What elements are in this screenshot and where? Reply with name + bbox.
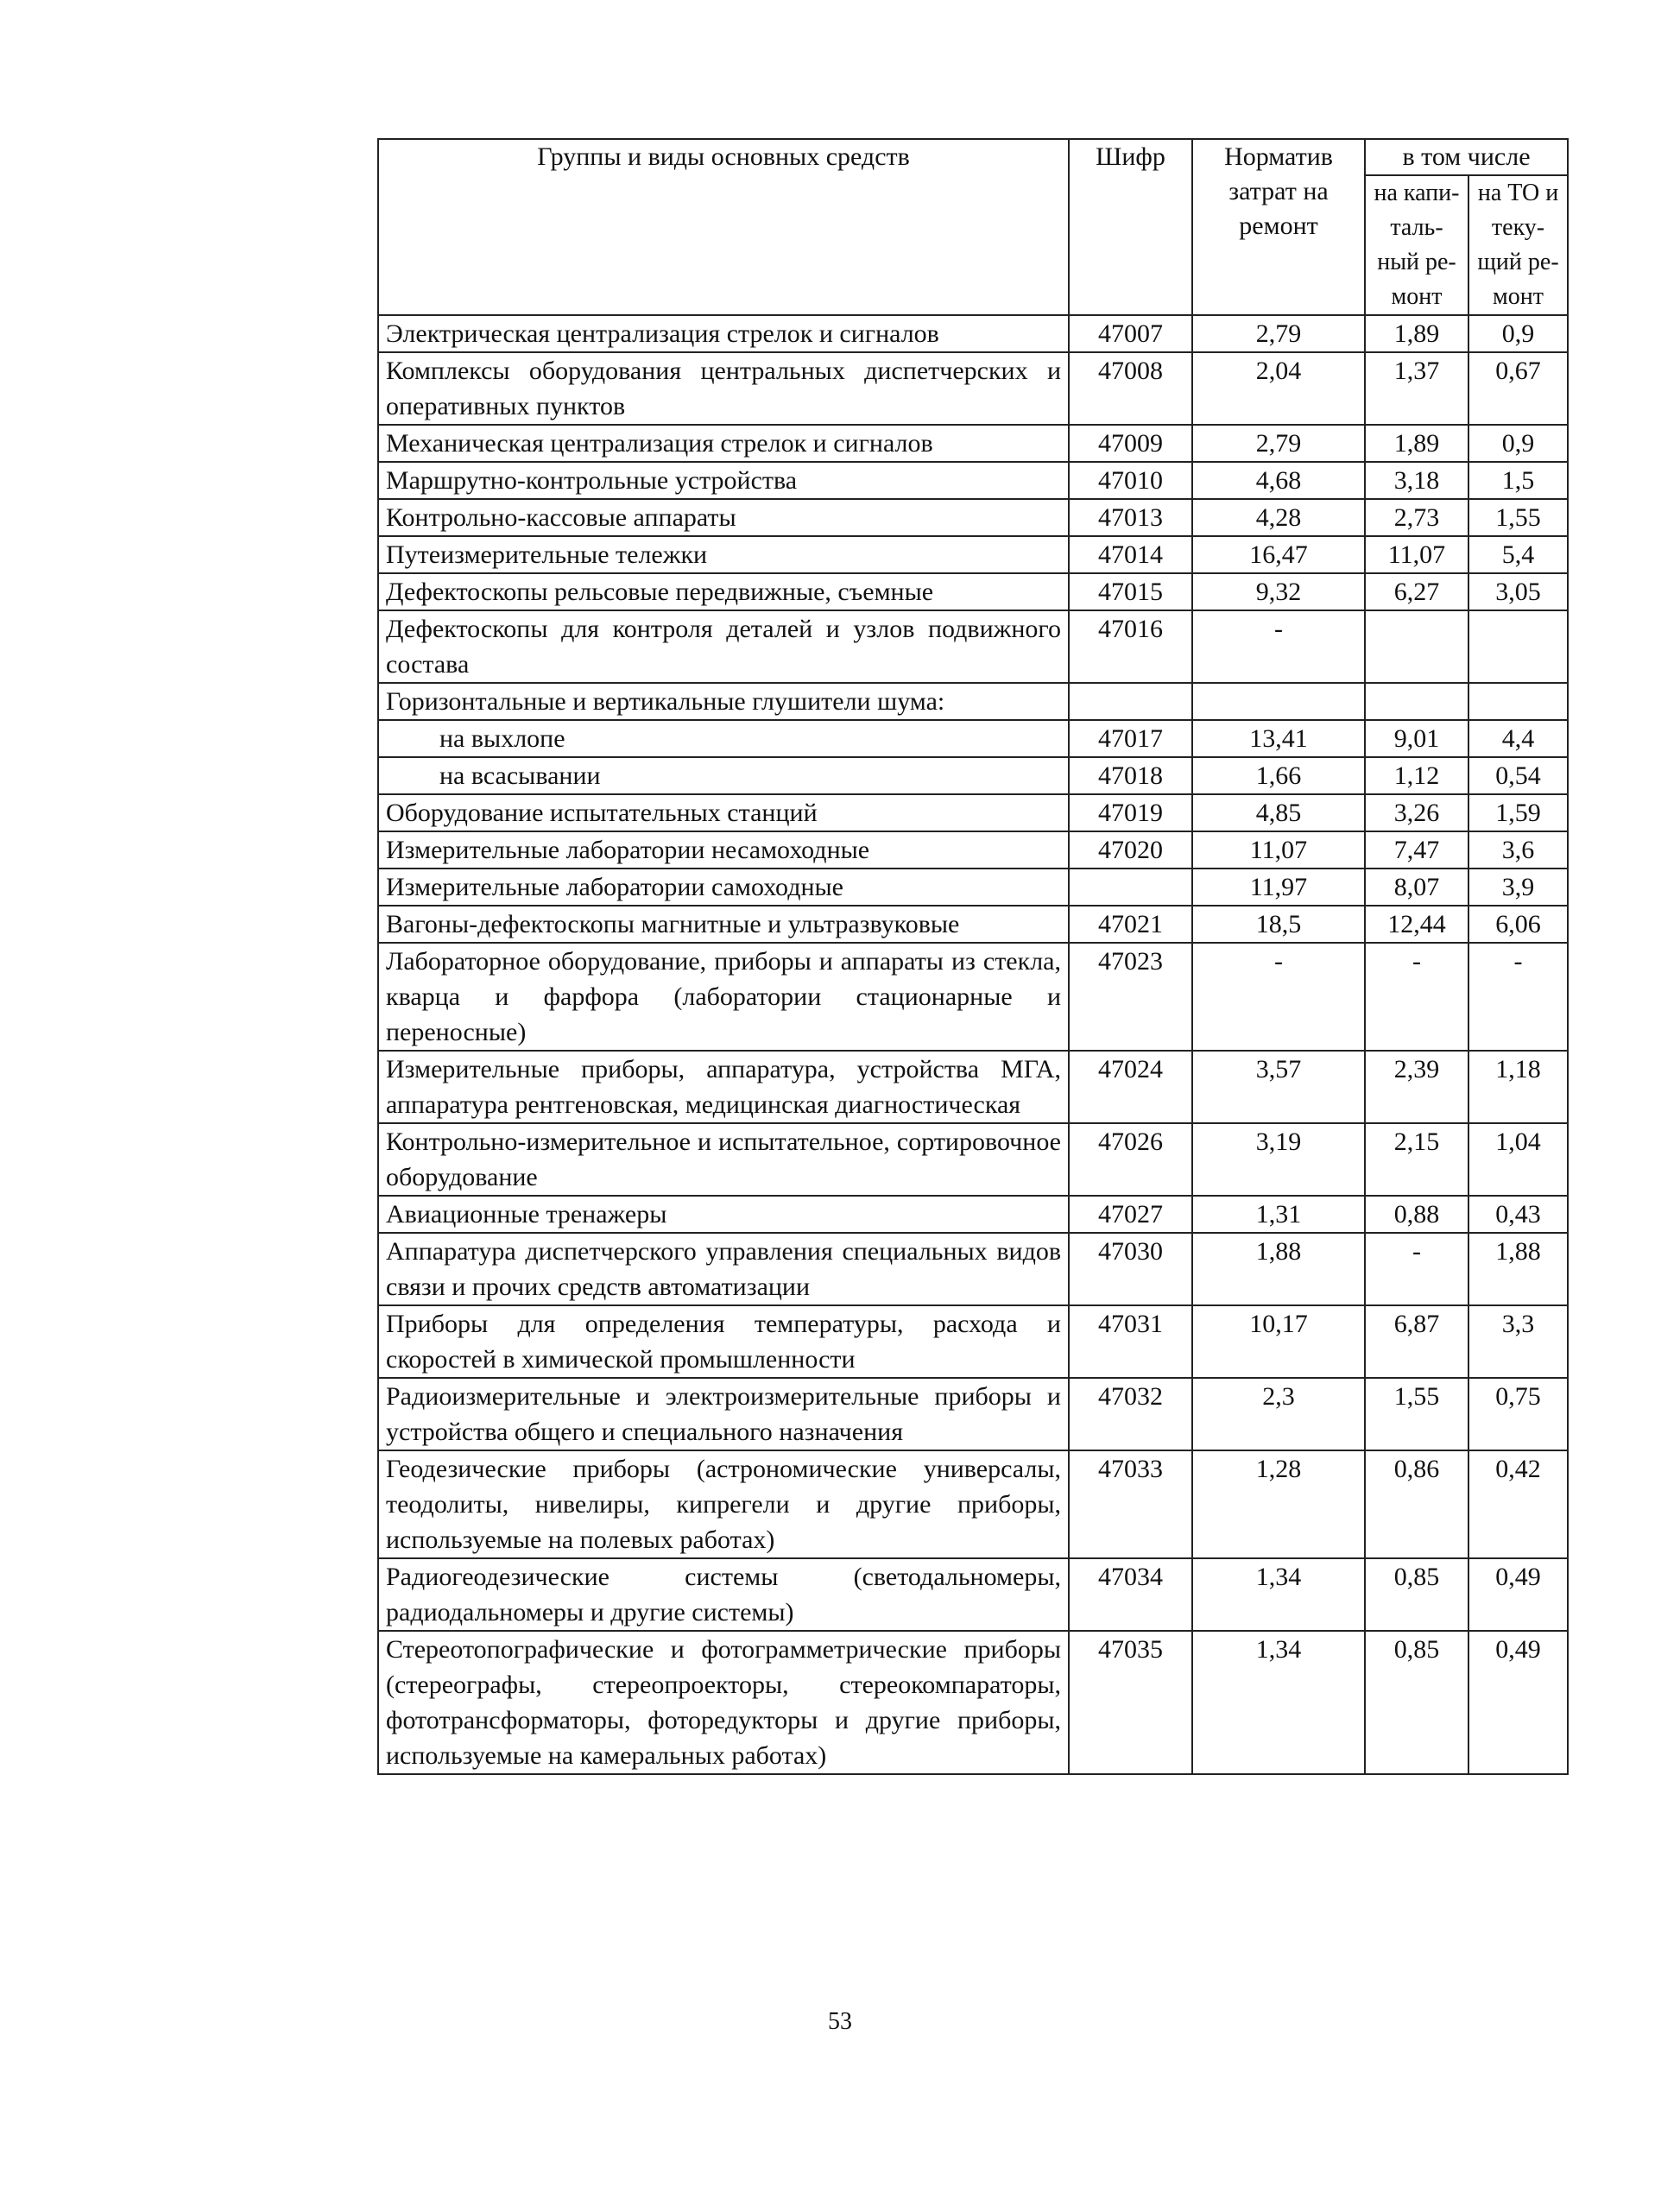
row-name-cell: Измерительные лаборатории самоходные <box>378 869 1069 906</box>
row-name-cell: Измерительные приборы, аппаратура, устройства МГА, аппаратура рентгеновская, медицинская диагностическая <box>378 1051 1069 1123</box>
row-code-cell: 47014 <box>1069 536 1192 573</box>
row-capital-cell: 9,01 <box>1365 720 1468 757</box>
row-code-cell: 47018 <box>1069 757 1192 794</box>
table-row <box>378 1051 1568 1123</box>
row-capital-cell: 1,12 <box>1365 757 1468 794</box>
row-name-cell: Электрическая централизация стрелок и сигналов <box>378 315 1069 352</box>
row-code-cell: 47030 <box>1069 1233 1192 1305</box>
row-norm-cell: 3,57 <box>1192 1051 1365 1123</box>
row-code-cell: 47021 <box>1069 906 1192 943</box>
row-capital-cell: - <box>1365 1233 1468 1305</box>
row-norm-cell: 4,68 <box>1192 462 1365 499</box>
row-current-cell: 5,4 <box>1468 536 1568 573</box>
row-norm-cell: 9,32 <box>1192 573 1365 610</box>
row-code-cell: 47027 <box>1069 1196 1192 1233</box>
row-code-cell: 47024 <box>1069 1051 1192 1123</box>
row-current-cell: 3,3 <box>1468 1305 1568 1378</box>
row-capital-cell: 6,87 <box>1365 1305 1468 1378</box>
row-code-cell: 47010 <box>1069 462 1192 499</box>
table-row <box>378 1123 1568 1196</box>
row-norm-cell: 4,85 <box>1192 794 1365 831</box>
row-code-cell: 47023 <box>1069 943 1192 1051</box>
table-row <box>378 1233 1568 1305</box>
row-norm-cell: - <box>1192 943 1365 1051</box>
row-name-cell: Вагоны-дефектоскопы магнитные и ультразвуковые <box>378 906 1069 943</box>
row-code-cell: 47035 <box>1069 1631 1192 1774</box>
row-name-cell: Оборудование испытательных станций <box>378 794 1069 831</box>
row-name-cell: Радиогеодезические системы (светодальномеры, радиодальномеры и другие системы) <box>378 1558 1069 1631</box>
table-row <box>378 1196 1568 1233</box>
row-current-cell <box>1468 683 1568 720</box>
row-norm-cell: 1,31 <box>1192 1196 1365 1233</box>
row-current-cell: 3,9 <box>1468 869 1568 906</box>
row-code-cell: 47032 <box>1069 1378 1192 1450</box>
header-capital-repair: на капи-таль-ный ре-монт <box>1365 175 1468 315</box>
page-number: 53 <box>828 2008 852 2035</box>
row-code-cell: 47017 <box>1069 720 1192 757</box>
row-current-cell: 0,42 <box>1468 1450 1568 1558</box>
table-row <box>378 315 1568 352</box>
row-current-cell: 1,18 <box>1468 1051 1568 1123</box>
row-name-cell: Стереотопографические и фотограмметрические приборы (стереографы, стереопроекторы, стереокомпараторы, фототрансформаторы, фоторедукторы и другие приборы, используемые на камеральных работах) <box>378 1631 1069 1774</box>
row-norm-cell: 2,3 <box>1192 1378 1365 1450</box>
row-norm-cell: 1,28 <box>1192 1450 1365 1558</box>
row-code-cell: 47033 <box>1069 1450 1192 1558</box>
row-capital-cell: 0,85 <box>1365 1631 1468 1774</box>
row-capital-cell: 0,86 <box>1365 1450 1468 1558</box>
row-name-cell: на всасывании <box>378 757 1069 794</box>
row-current-cell: - <box>1468 943 1568 1051</box>
row-current-cell: 0,43 <box>1468 1196 1568 1233</box>
row-capital-cell: 0,88 <box>1365 1196 1468 1233</box>
table-row <box>378 1450 1568 1558</box>
table-row <box>378 831 1568 869</box>
row-name-cell: Горизонтальные и вертикальные глушители шума: <box>378 683 1069 720</box>
row-norm-cell: 1,88 <box>1192 1233 1365 1305</box>
table-row <box>378 906 1568 943</box>
row-name-cell: Авиационные тренажеры <box>378 1196 1069 1233</box>
row-norm-cell: 10,17 <box>1192 1305 1365 1378</box>
header-including: в том числе <box>1365 139 1568 175</box>
row-norm-cell: 16,47 <box>1192 536 1365 573</box>
row-capital-cell: 1,55 <box>1365 1378 1468 1450</box>
row-norm-cell: 1,34 <box>1192 1631 1365 1774</box>
table-row <box>378 499 1568 536</box>
row-name-cell: Радиоизмерительные и электроизмерительные приборы и устройства общего и специального назначения <box>378 1378 1069 1450</box>
row-norm-cell <box>1192 683 1365 720</box>
row-norm-cell: - <box>1192 610 1365 683</box>
table-row <box>378 1305 1568 1378</box>
row-capital-cell: 1,89 <box>1365 425 1468 462</box>
row-code-cell: 47031 <box>1069 1305 1192 1378</box>
row-name-cell: Механическая централизация стрелок и сигналов <box>378 425 1069 462</box>
row-code-cell <box>1069 683 1192 720</box>
row-capital-cell: 1,89 <box>1365 315 1468 352</box>
row-current-cell: 4,4 <box>1468 720 1568 757</box>
row-norm-cell: 11,97 <box>1192 869 1365 906</box>
row-norm-cell: 1,66 <box>1192 757 1365 794</box>
row-name-cell: Комплексы оборудования центральных диспетчерских и оперативных пунктов <box>378 352 1069 425</box>
table-row <box>378 1631 1568 1774</box>
row-norm-cell: 11,07 <box>1192 831 1365 869</box>
row-name-cell: Дефектоскопы для контроля деталей и узлов подвижного состава <box>378 610 1069 683</box>
row-capital-cell <box>1365 683 1468 720</box>
row-code-cell: 47015 <box>1069 573 1192 610</box>
header-current-repair: на ТО и теку-щий ре-монт <box>1468 175 1568 315</box>
norms-table <box>377 138 1569 1775</box>
row-code-cell: 47034 <box>1069 1558 1192 1631</box>
table-row <box>378 757 1568 794</box>
row-norm-cell: 18,5 <box>1192 906 1365 943</box>
table-row <box>378 720 1568 757</box>
table-row <box>378 536 1568 573</box>
row-current-cell: 0,9 <box>1468 425 1568 462</box>
table-row <box>378 943 1568 1051</box>
row-code-cell: 47008 <box>1069 352 1192 425</box>
header-groups: Группы и виды основных средств <box>378 139 1069 315</box>
table-row <box>378 683 1568 720</box>
row-code-cell <box>1069 869 1192 906</box>
row-current-cell: 1,59 <box>1468 794 1568 831</box>
table-row <box>378 462 1568 499</box>
row-norm-cell: 2,79 <box>1192 425 1365 462</box>
row-capital-cell: 6,27 <box>1365 573 1468 610</box>
row-code-cell: 47009 <box>1069 425 1192 462</box>
row-capital-cell: 1,37 <box>1365 352 1468 425</box>
row-current-cell: 3,6 <box>1468 831 1568 869</box>
table-row <box>378 794 1568 831</box>
row-norm-cell: 3,19 <box>1192 1123 1365 1196</box>
row-current-cell: 0,54 <box>1468 757 1568 794</box>
table-row <box>378 869 1568 906</box>
row-current-cell: 0,49 <box>1468 1631 1568 1774</box>
row-norm-cell: 2,04 <box>1192 352 1365 425</box>
row-name-cell: Геодезические приборы (астрономические универсалы, теодолиты, нивелиры, кипрегели и другие приборы, используемые на полевых работах) <box>378 1450 1069 1558</box>
row-name-cell: Приборы для определения температуры, расхода и скоростей в химической промышленности <box>378 1305 1069 1378</box>
row-code-cell: 47020 <box>1069 831 1192 869</box>
row-capital-cell <box>1365 610 1468 683</box>
row-current-cell: 0,75 <box>1468 1378 1568 1450</box>
row-name-cell: Путеизмерительные тележки <box>378 536 1069 573</box>
row-name-cell: Маршрутно-контрольные устройства <box>378 462 1069 499</box>
row-name-cell: Контрольно-измерительное и испытательное, сортировочное оборудование <box>378 1123 1069 1196</box>
table-row <box>378 573 1568 610</box>
row-code-cell: 47013 <box>1069 499 1192 536</box>
table-header <box>378 139 1568 315</box>
row-current-cell: 1,5 <box>1468 462 1568 499</box>
row-current-cell: 6,06 <box>1468 906 1568 943</box>
row-name-cell: Контрольно-кассовые аппараты <box>378 499 1069 536</box>
row-name-cell: Аппаратура диспетчерского управления специальных видов связи и прочих средств автоматизации <box>378 1233 1069 1305</box>
row-current-cell <box>1468 610 1568 683</box>
row-norm-cell: 4,28 <box>1192 499 1365 536</box>
table-row <box>378 352 1568 425</box>
row-current-cell: 1,04 <box>1468 1123 1568 1196</box>
row-current-cell: 0,67 <box>1468 352 1568 425</box>
row-current-cell: 1,88 <box>1468 1233 1568 1305</box>
table-row <box>378 610 1568 683</box>
row-capital-cell: 3,18 <box>1365 462 1468 499</box>
header-norm: Норматив затрат на ремонт <box>1192 139 1365 315</box>
row-capital-cell: 0,85 <box>1365 1558 1468 1631</box>
row-name-cell: на выхлопе <box>378 720 1069 757</box>
row-capital-cell: - <box>1365 943 1468 1051</box>
row-norm-cell: 13,41 <box>1192 720 1365 757</box>
row-capital-cell: 12,44 <box>1365 906 1468 943</box>
row-current-cell: 0,49 <box>1468 1558 1568 1631</box>
table-body <box>378 315 1568 1774</box>
row-norm-cell: 1,34 <box>1192 1558 1365 1631</box>
row-code-cell: 47007 <box>1069 315 1192 352</box>
row-capital-cell: 8,07 <box>1365 869 1468 906</box>
row-name-cell: Дефектоскопы рельсовые передвижные, съемные <box>378 573 1069 610</box>
row-code-cell: 47019 <box>1069 794 1192 831</box>
row-capital-cell: 2,39 <box>1365 1051 1468 1123</box>
row-capital-cell: 2,73 <box>1365 499 1468 536</box>
row-name-cell: Лабораторное оборудование, приборы и аппараты из стекла, кварца и фарфора (лаборатории стационарные и переносные) <box>378 943 1069 1051</box>
row-capital-cell: 11,07 <box>1365 536 1468 573</box>
row-norm-cell: 2,79 <box>1192 315 1365 352</box>
table-row <box>378 425 1568 462</box>
table-row <box>378 1378 1568 1450</box>
row-capital-cell: 2,15 <box>1365 1123 1468 1196</box>
row-code-cell: 47026 <box>1069 1123 1192 1196</box>
row-name-cell: Измерительные лаборатории несамоходные <box>378 831 1069 869</box>
row-capital-cell: 7,47 <box>1365 831 1468 869</box>
row-current-cell: 3,05 <box>1468 573 1568 610</box>
row-code-cell: 47016 <box>1069 610 1192 683</box>
table-row <box>378 1558 1568 1631</box>
header-code: Шифр <box>1069 139 1192 315</box>
row-current-cell: 0,9 <box>1468 315 1568 352</box>
row-current-cell: 1,55 <box>1468 499 1568 536</box>
row-capital-cell: 3,26 <box>1365 794 1468 831</box>
